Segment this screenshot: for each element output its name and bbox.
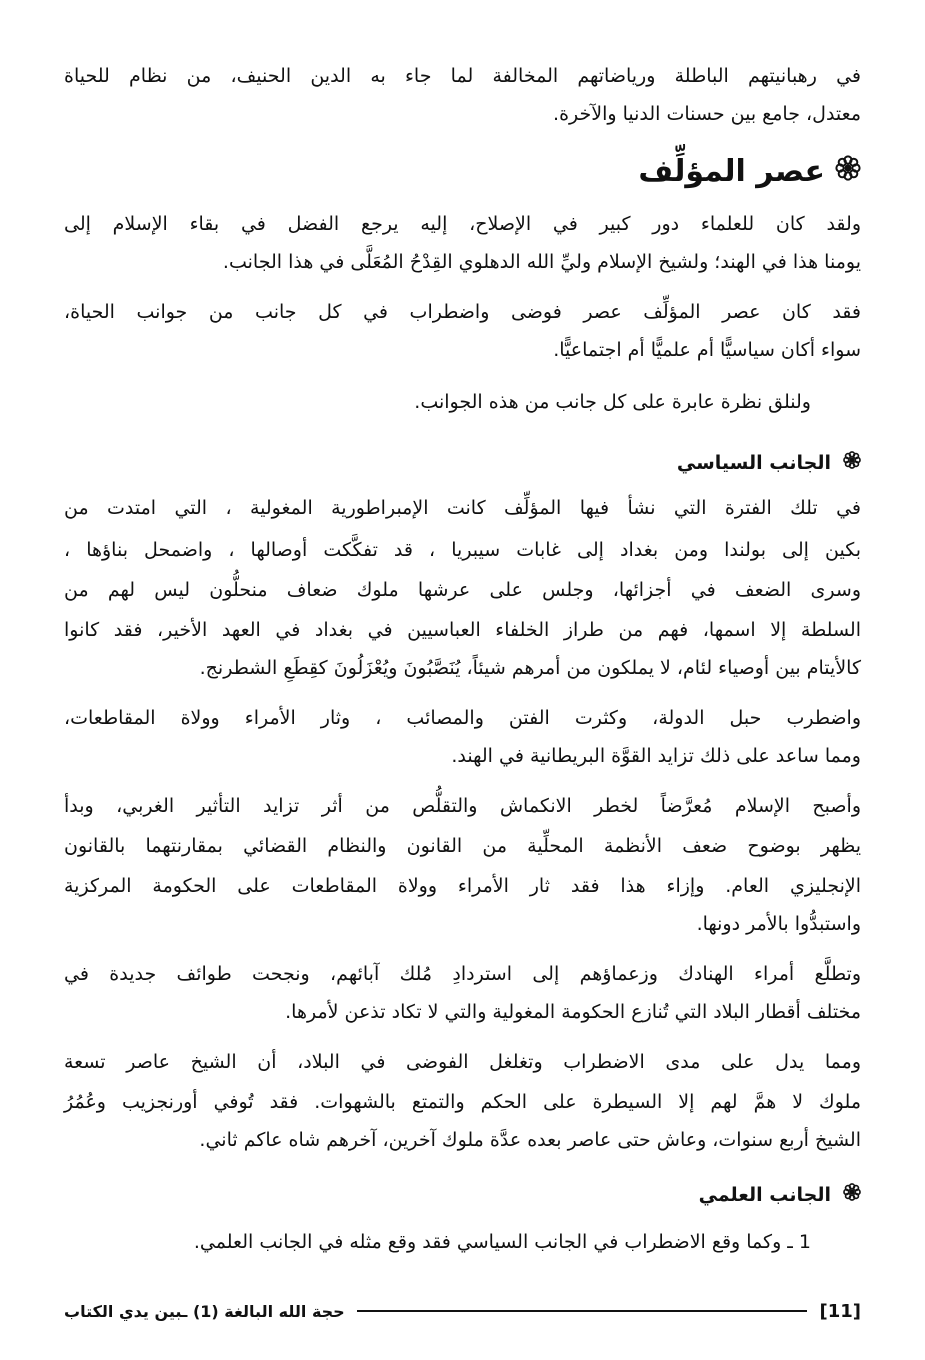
paragraph-line: الشيخ أربع سنوات، وعاش حتى عاصر بعده عدَّة ملوك آخرين، آخرهم شاه عاكم ثاني. xyxy=(199,1129,861,1151)
paragraph-line: فقد كان عصر المؤلِّف عصر فوضى واضطراب في كل جانب من جوانب الحياة، xyxy=(64,301,861,323)
paragraph-line: ولقد كان للعلماء دور كبير في الإصلاح، إليه يرجع الفضل في بقاء الإسلام إلى xyxy=(64,213,861,235)
paragraph-line: واضطرب حبل الدولة، وكثرت الفتن والمصائب ، وثار الأمراء وولاة المقاطعات، xyxy=(64,707,861,729)
paragraph-line: واستبدُّوا بالأمر دونها. xyxy=(696,913,861,935)
page-footer xyxy=(64,1296,861,1326)
paragraph-line: ولنلق نظرة عابرة على كل جانب من هذه الجوانب. xyxy=(414,391,811,413)
flower-ornament-icon xyxy=(843,1180,861,1210)
paragraph-line: يظهر بوضوح ضعف الأنظمة المحلِّية من القانون والنظام القضائي بمقارنتهما بالقانون xyxy=(64,835,861,857)
flower-ornament-icon xyxy=(835,152,861,192)
paragraph-line: ومما ساعد على ذلك تزايد القوَّة البريطانية في الهند. xyxy=(451,745,861,767)
paragraph-line: بكين إلى بولندا ومن بغداد إلى غابات سيبريا ، قد تفكَّكت أوصالها ، واضمحل بناؤها ، xyxy=(64,539,861,561)
intro-line-1: في رهبانيتهم الباطلة ورياضاتهم المخالفة لما جاء به الدين الحنيف، من نظام للحياة xyxy=(64,65,861,87)
section-heading-authors-era xyxy=(638,152,861,192)
paragraph-line: يومنا هذا في الهند؛ ولشيخ الإسلام وليِّ الله الدهلوي القِدْحُ المُعَلَّى في هذا الجانب. xyxy=(222,251,861,273)
paragraph-line: الإنجليزي العام. وإزاء هذا فقد ثار الأمراء وولاة المقاطعات على الحكومة المركزية xyxy=(64,875,861,897)
paragraph-line: مختلف أقطار البلاد التي تُنازع الحكومة المغولية والتي لا تكاد تذعن لأمرها. xyxy=(285,1001,861,1023)
flower-ornament-icon xyxy=(843,448,861,478)
paragraph-line: السلطة إلا اسمها، فهم من طراز الخلفاء العباسيين في بغداد في العهد الأخير، فقد كانوا xyxy=(64,619,861,641)
paragraph-line: وتطلَّع أمراء الهنادك وزعماؤهم إلى استردادِ مُلك آبائهم، ونجحت طوائف جديدة في xyxy=(64,963,861,985)
page-number: [11] xyxy=(819,1300,861,1322)
subheading-title: الجانب السياسي xyxy=(676,452,831,474)
subheading-political xyxy=(677,448,861,478)
intro-line-2: معتدل، جامع بين حسنات الدنيا والآخرة. xyxy=(553,103,861,125)
footer-divider xyxy=(357,1310,808,1312)
paragraph-line: ملوك لا همَّ لهم إلا السيطرة على الحكم والتمتع بالشهوات. فقد تُوفي أورنجزيب وعُمُرُ xyxy=(64,1091,861,1113)
paragraph-line: سواء أكان سياسيًّا أم علميًّا أم اجتماعيًّا. xyxy=(553,339,861,361)
paragraph-line: وأصبح الإسلام مُعرَّضاً لخطر الانكماش والتقلُّص من أثر تزايد التأثير الغربي، وبدأ xyxy=(64,795,861,817)
subheading-scientific xyxy=(699,1180,861,1210)
paragraph-line: وسرى الضعف في أجزائها، وجلس على عرشها ملوك ضعاف منحلُّون ليس لهم من xyxy=(64,579,861,601)
section-title: عصر المؤلِّف xyxy=(638,154,825,189)
paragraph-line: 1 ـ وكما وقع الاضطراب في الجانب السياسي فقد وقع مثله في الجانب العلمي. xyxy=(193,1231,811,1253)
subheading-title: الجانب العلمي xyxy=(698,1184,831,1206)
paragraph-line: كالأيتام بين أوصياء لئام، لا يملكون من أمرهم شيئاً، يُنَصَّبُونَ ويُعْزَلُونَ كقِطَعِ الشطرنج. xyxy=(199,657,861,679)
paragraph-line: ومما يدل على مدى الاضطراب وتغلغل الفوضى في البلاد، أن الشيخ عاصر تسعة xyxy=(64,1051,861,1073)
running-book-title: حجة الله البالغة (1) ـبين يدي الكتاب xyxy=(64,1301,345,1321)
paragraph-line: في تلك الفترة التي نشأ فيها المؤلِّف كانت الإمبراطورية المغولية ، التي امتدت من xyxy=(64,497,861,519)
